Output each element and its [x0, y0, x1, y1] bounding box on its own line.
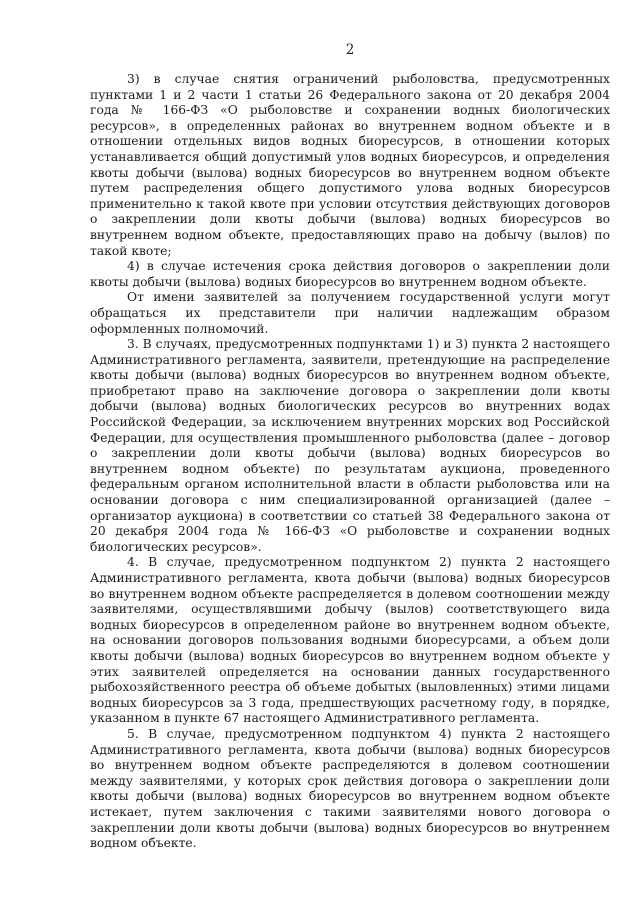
paragraph-representatives: От имени заявителей за получением государственной услуги могут обращаться их представители при наличии надлежащим образом оформленных полномочий.: [90, 290, 610, 336]
paragraph-item-4: 4. В случае, предусмотренном подпунктом 2) пункта 2 настоящего Административного регламента, квота добычи (вылова) водных биоресурсов во внутреннем водном объекте распределяется в долевом соотношении между заявителями, осуществлявшими добычу (вылов) соответствующего вида водных биоресурсов в определенном районе во внутреннем водном объекте, на основании договоров пользования водными биоресурсами, а объем доли квоты добычи (вылова) водных биоресурсов во внутреннем водном объекте у этих заявителей определяется на основании данных государственного рыбохозяйственного реестра об объеме добытых (выловленных) этими лицами водных биоресурсов за 3 года, предшествующих расчетному году, в порядке, указанном в пункте 67 настоящего Административного регламента.: [90, 555, 610, 726]
page-number: 2: [345, 42, 355, 58]
paragraph-subitem-3: 3) в случае снятия ограничений рыболовства, предусмотренных пунктами 1 и 2 части 1 статьи 26 Федерального закона от 20 декабря 2004 года № 166-ФЗ «О рыболовстве и сохранении водных биологических ресурсов», в определенных районах во внутреннем водном объекте и в отношении отдельных видов водных биоресурсов, в отношении которых устанавливается общий допустимый улов водных биоресурсов, и определения квоты добычи (вылова) водных биоресурсов во внутреннем водном объекте путем распределения общего допустимого улова водных биоресурсов применительно к такой квоте при условии отсутствия действующих договоров о закреплении доли квоты добычи (вылова) водных биоресурсов во внутреннем водном объекте, предоставляющих право на добычу (вылов) по такой квоте;: [90, 72, 610, 258]
paragraph-item-5: 5. В случае, предусмотренном подпунктом 4) пункта 2 настоящего Административного регламента, квота добычи (вылова) водных биоресурсов во внутреннем водном объекте распределяются в долевом соотношении между заявителями, у которых срок действия договора о закреплении доли квоты добычи (вылова) водных биоресурсов во внутреннем водном объекте истекает, путем заключения с такими заявителями нового договора о закреплении доли квоты добычи (вылова) водных биоресурсов во внутреннем водном объекте.: [90, 726, 610, 851]
paragraph-subitem-4: 4) в случае истечения срока действия договоров о закреплении доли квоты добычи (вылова) водных биоресурсов во внутреннем водном объекте.: [90, 259, 610, 289]
paragraph-item-3: 3. В случаях, предусмотренных подпунктами 1) и 3) пункта 2 настоящего Административного регламента, заявители, претендующие на распределение квоты добычи (вылова) водных биоресурсов во внутреннем водном объекте, приобретают право на заключение договора о закреплении доли квоты добычи (вылова) водных биологических ресурсов во внутренних водах Российской Федерации, за исключением внутренних морских вод Российской Федерации, для осуществления промышленного рыболовства (далее – договор о закреплении доли квоты добычи (вылова) водных биоресурсов во внутреннем водном объекте) по результатам аукциона, проведенного федеральным органом исполнительной власти в области рыболовства или на основании договора с ним специализированной организацией (далее – организатор аукциона) в соответствии со статьей 38 Федерального закона от 20 декабря 2004 года № 166-ФЗ «О рыболовстве и сохранении водных биологических ресурсов».: [90, 337, 610, 554]
document-page: [90, 40, 610, 890]
